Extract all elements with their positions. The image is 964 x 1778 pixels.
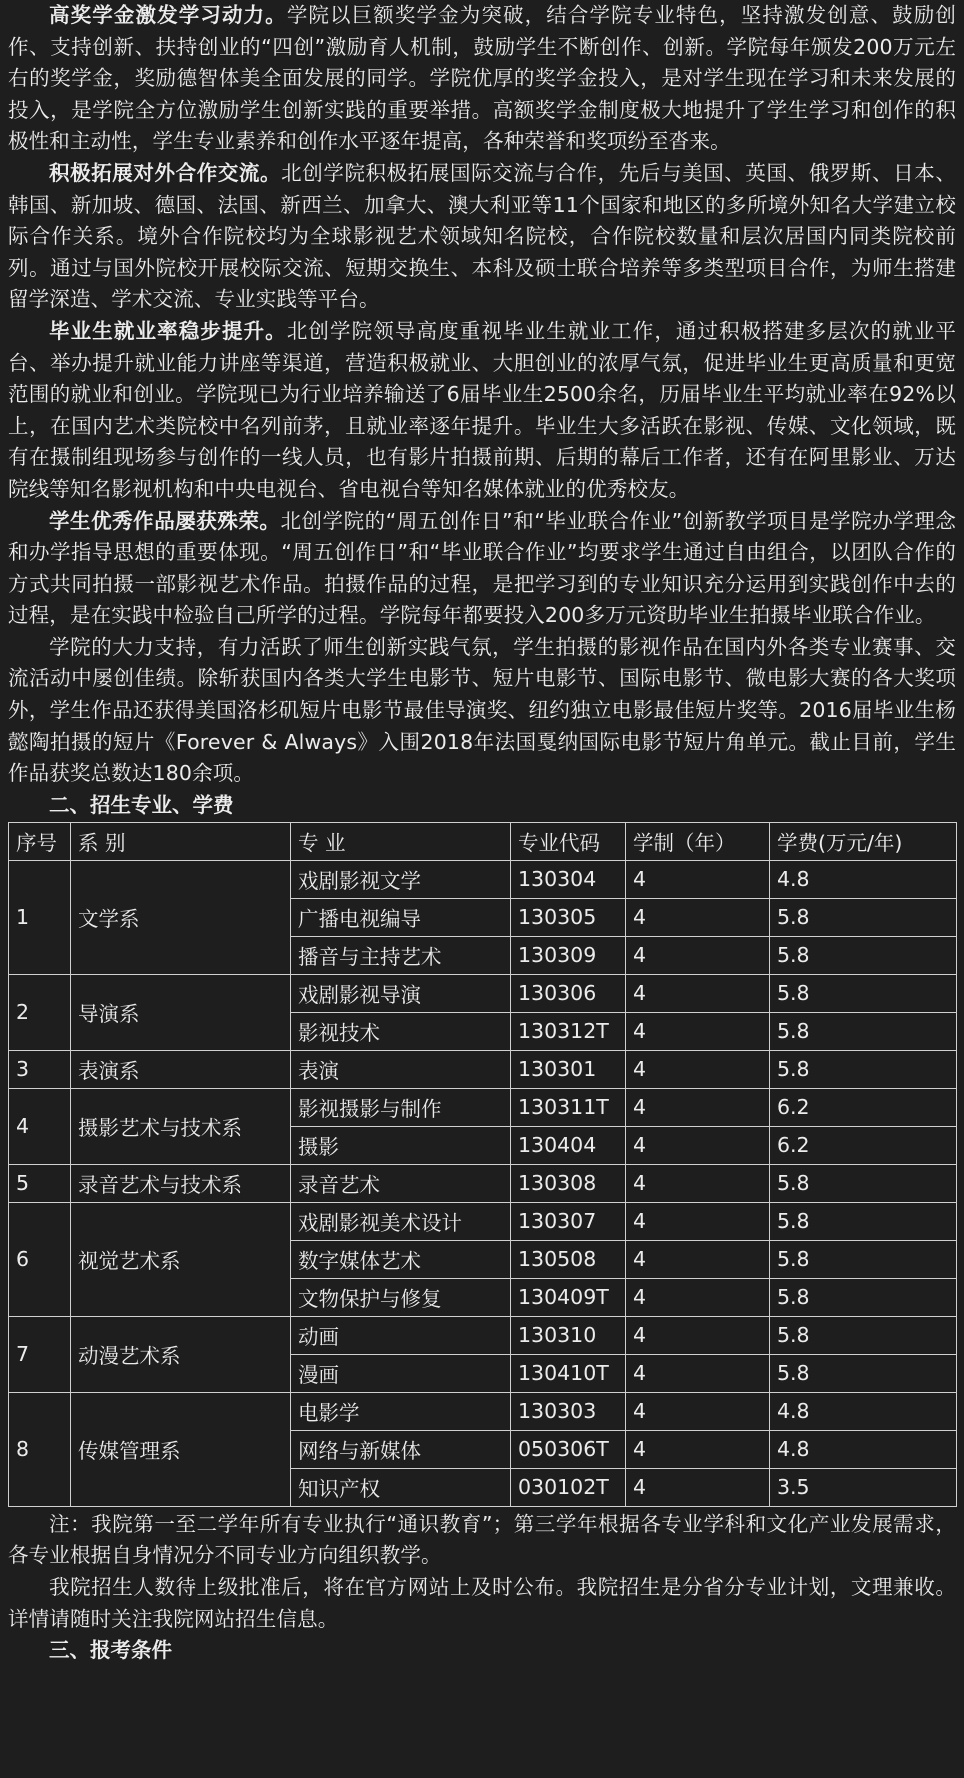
fee-cell: 5.8 — [770, 1012, 957, 1050]
column-header: 专业代码 — [511, 822, 626, 860]
paragraph-body: 学院的大力支持，有力活跃了师生创新实践气氛，学生拍摄的影视作品在国内外各类专业赛事、交流活动中屡创佳绩。除斩获国内各类大学生电影节、短片电影节、国际电影节、微电影大赛的各大奖项外，学生作品还获得美国洛杉矶短片电影节最佳导演奖、纽约独立电影最佳短片奖等。2016届毕业生杨懿陶拍摄的短片《Forever & Always》入围2018年法国戛纳国际电影节短片角单元。截止目前，学生作品获奖总数达180余项。 — [8, 634, 956, 786]
table-body — [9, 860, 957, 1506]
paragraph — [8, 316, 956, 506]
fee-cell: 4.8 — [770, 1392, 957, 1430]
note-paragraph: 注：我院第一至二学年所有专业执行“通识教育”；第三学年根据各专业学科和文化产业发展需求，各专业根据自身情况分不同专业方向组织教学。 — [8, 1511, 956, 1568]
fee-cell: 3.5 — [770, 1468, 957, 1506]
note-paragraph: 我院招生人数待上级批准后，将在官方网站上及时公布。我院招生是分省分专业计划，文理兼收。详情请随时关注我院网站招生信息。 — [8, 1575, 956, 1631]
department-cell: 动漫艺术系 — [71, 1316, 291, 1392]
major-code-cell: 130309 — [511, 936, 626, 974]
paragraph — [8, 632, 956, 790]
duration-cell: 4 — [626, 974, 770, 1012]
major-cell: 知识产权 — [291, 1468, 511, 1506]
major-code-cell: 130311T — [511, 1088, 626, 1126]
major-code-cell: 130308 — [511, 1164, 626, 1202]
duration-cell: 4 — [626, 1164, 770, 1202]
fee-cell: 5.8 — [770, 1050, 957, 1088]
column-header: 系 别 — [71, 822, 291, 860]
table-header-row — [9, 822, 957, 860]
fee-cell: 5.8 — [770, 1240, 957, 1278]
major-cell: 表演 — [291, 1050, 511, 1088]
major-cell: 录音艺术 — [291, 1164, 511, 1202]
column-header: 学制（年） — [626, 822, 770, 860]
major-code-cell: 130307 — [511, 1202, 626, 1240]
duration-cell: 4 — [626, 860, 770, 898]
major-cell: 戏剧影视美术设计 — [291, 1202, 511, 1240]
section-2-heading: 二、招生专业、学费 — [49, 792, 234, 817]
major-code-cell: 130508 — [511, 1240, 626, 1278]
major-code-cell: 130310 — [511, 1316, 626, 1354]
fee-cell: 5.8 — [770, 1164, 957, 1202]
table-row — [9, 1050, 957, 1088]
major-cell: 摄影 — [291, 1126, 511, 1164]
column-header: 学费(万元/年) — [770, 822, 957, 860]
paragraph-lead: 高奖学金激发学习动力。 — [49, 3, 287, 27]
section-3-heading: 三、报考条件 — [49, 1638, 172, 1663]
table-row — [9, 1164, 957, 1202]
duration-cell: 4 — [626, 1012, 770, 1050]
major-code-cell: 130305 — [511, 898, 626, 936]
duration-cell: 4 — [626, 1316, 770, 1354]
major-code-cell: 130303 — [511, 1392, 626, 1430]
department-cell: 录音艺术与技术系 — [71, 1164, 291, 1202]
fee-cell: 5.8 — [770, 1278, 957, 1316]
major-code-cell: 130410T — [511, 1354, 626, 1392]
paragraph — [8, 158, 956, 316]
fee-cell: 6.2 — [770, 1126, 957, 1164]
fee-cell: 5.8 — [770, 1354, 957, 1392]
table-row — [9, 1392, 957, 1430]
fee-cell: 5.8 — [770, 936, 957, 974]
major-cell: 影视摄影与制作 — [291, 1088, 511, 1126]
major-code-cell: 130404 — [511, 1126, 626, 1164]
fee-cell: 5.8 — [770, 898, 957, 936]
fee-cell: 4.8 — [770, 860, 957, 898]
row-number: 4 — [9, 1088, 71, 1164]
duration-cell: 4 — [626, 936, 770, 974]
major-code-cell: 130301 — [511, 1050, 626, 1088]
column-header: 专 业 — [291, 822, 511, 860]
major-cell: 戏剧影视文学 — [291, 860, 511, 898]
paragraph-lead: 毕业生就业率稳步提升。 — [49, 318, 287, 343]
major-code-cell: 030102T — [511, 1468, 626, 1506]
row-number: 5 — [9, 1164, 71, 1202]
major-cell: 动画 — [291, 1316, 511, 1354]
table-row — [9, 1088, 957, 1126]
paragraph-body: 北创学院的“周五创作日”和“毕业联合作业”创新教学项目是学院办学理念和办学指导思想的重要体现。“周五创作日”和“毕业联合作业”均要求学生通过自由组合，以团队合作的方式共同拍摄一部影视艺术作品。拍摄作品的过程，是把学习到的专业知识充分运用到实践创作中去的过程，是在实践中检验自己所学的过程。学院每年都要投入200多万元资助毕业生拍摄毕业联合作业。 — [8, 508, 956, 628]
paragraph-body: 北创学院领导高度重视毕业生就业工作，通过积极搭建多层次的就业平台、举办提升就业能力讲座等渠道，营造积极就业、大胆创业的浓厚气氛，促进毕业生更高质量和更宽范围的就业和创业。学院现已为行业培养输送了6届毕业生2500余名，历届毕业生平均就业率在92%以上，在国内艺术类院校中名列前茅，且就业率逐年提升。毕业生大多活跃在影视、传媒、文化领域，既有在摄制组现场参与创作的一线人员，也有影片拍摄前期、后期的幕后工作者，还有在阿里影业、万达院线等知名影视机构和中央电视台、省电视台等知名媒体就业的优秀校友。 — [8, 318, 957, 501]
duration-cell: 4 — [626, 1202, 770, 1240]
row-number: 8 — [9, 1392, 71, 1506]
intro-paragraphs — [8, 0, 956, 790]
duration-cell: 4 — [626, 1126, 770, 1164]
fee-cell: 5.8 — [770, 1202, 957, 1240]
paragraph-body: 北创学院积极拓展国际交流与合作，先后与美国、英国、俄罗斯、日本、韩国、新加坡、德国、法国、新西兰、加拿大、澳大利亚等11个国家和地区的多所境外知名大学建立校际合作关系。境外合作院校均为全球影视艺术领域知名院校，合作院校数量和层次居国内同类院校前列。通过与国外院校开展校际交流、短期交换生、本科及硕士联合培养等多类型项目合作，为师生搭建留学深造、学术交流、专业实践等平台。 — [8, 160, 956, 312]
major-cell: 戏剧影视导演 — [291, 974, 511, 1012]
major-code-cell: 130304 — [511, 860, 626, 898]
duration-cell: 4 — [626, 1050, 770, 1088]
major-cell: 文物保护与修复 — [291, 1278, 511, 1316]
row-number: 7 — [9, 1316, 71, 1392]
notes — [8, 1509, 956, 1635]
paragraph — [8, 506, 956, 632]
major-cell: 电影学 — [291, 1392, 511, 1430]
row-number: 2 — [9, 974, 71, 1050]
duration-cell: 4 — [626, 1278, 770, 1316]
fee-cell: 6.2 — [770, 1088, 957, 1126]
department-cell: 文学系 — [71, 860, 291, 974]
duration-cell: 4 — [626, 1240, 770, 1278]
paragraph-body: 学院以巨额奖学金为突破，结合学院专业特色，坚持激发创意、鼓励创作、支持创新、扶持创业的“四创”激励育人机制，鼓励学生不断创作、创新。学院每年颁发200万元左右的奖学金，奖励德智体美全面发展的同学。学院优厚的奖学金投入，是对学生现在学习和未来发展的投入，是学院全方位激励学生创新实践的重要举措。高额奖学金制度极大地提升了学生学习和创作的积极性和主动性，学生专业素养和创作水平逐年提高，各种荣誉和奖项纷至沓来。 — [8, 3, 957, 154]
department-cell: 摄影艺术与技术系 — [71, 1088, 291, 1164]
table-row — [9, 974, 957, 1012]
major-code-cell: 130409T — [511, 1278, 626, 1316]
duration-cell: 4 — [626, 1354, 770, 1392]
major-cell: 网络与新媒体 — [291, 1430, 511, 1468]
table-row — [9, 1202, 957, 1240]
table-row — [9, 860, 957, 898]
department-cell: 导演系 — [71, 974, 291, 1050]
row-number: 1 — [9, 860, 71, 974]
row-number: 6 — [9, 1202, 71, 1316]
column-header: 序号 — [9, 822, 71, 860]
department-cell: 传媒管理系 — [71, 1392, 291, 1506]
row-number: 3 — [9, 1050, 71, 1088]
duration-cell: 4 — [626, 1392, 770, 1430]
major-cell: 数字媒体艺术 — [291, 1240, 511, 1278]
paragraph — [8, 0, 956, 158]
major-cell: 漫画 — [291, 1354, 511, 1392]
fee-cell: 5.8 — [770, 1316, 957, 1354]
major-cell: 影视技术 — [291, 1012, 511, 1050]
paragraph-lead: 积极拓展对外合作交流。 — [49, 160, 282, 185]
duration-cell: 4 — [626, 1468, 770, 1506]
majors-fee-table — [8, 822, 957, 1507]
major-code-cell: 130312T — [511, 1012, 626, 1050]
major-code-cell: 130306 — [511, 974, 626, 1012]
table-row — [9, 1316, 957, 1354]
duration-cell: 4 — [626, 898, 770, 936]
department-cell: 视觉艺术系 — [71, 1202, 291, 1316]
major-cell: 播音与主持艺术 — [291, 936, 511, 974]
department-cell: 表演系 — [71, 1050, 291, 1088]
major-cell: 广播电视编导 — [291, 898, 511, 936]
duration-cell: 4 — [626, 1430, 770, 1468]
paragraph-lead: 学生优秀作品屡获殊荣。 — [49, 508, 281, 533]
fee-cell: 4.8 — [770, 1430, 957, 1468]
fee-cell: 5.8 — [770, 974, 957, 1012]
duration-cell: 4 — [626, 1088, 770, 1126]
major-code-cell: 050306T — [511, 1430, 626, 1468]
